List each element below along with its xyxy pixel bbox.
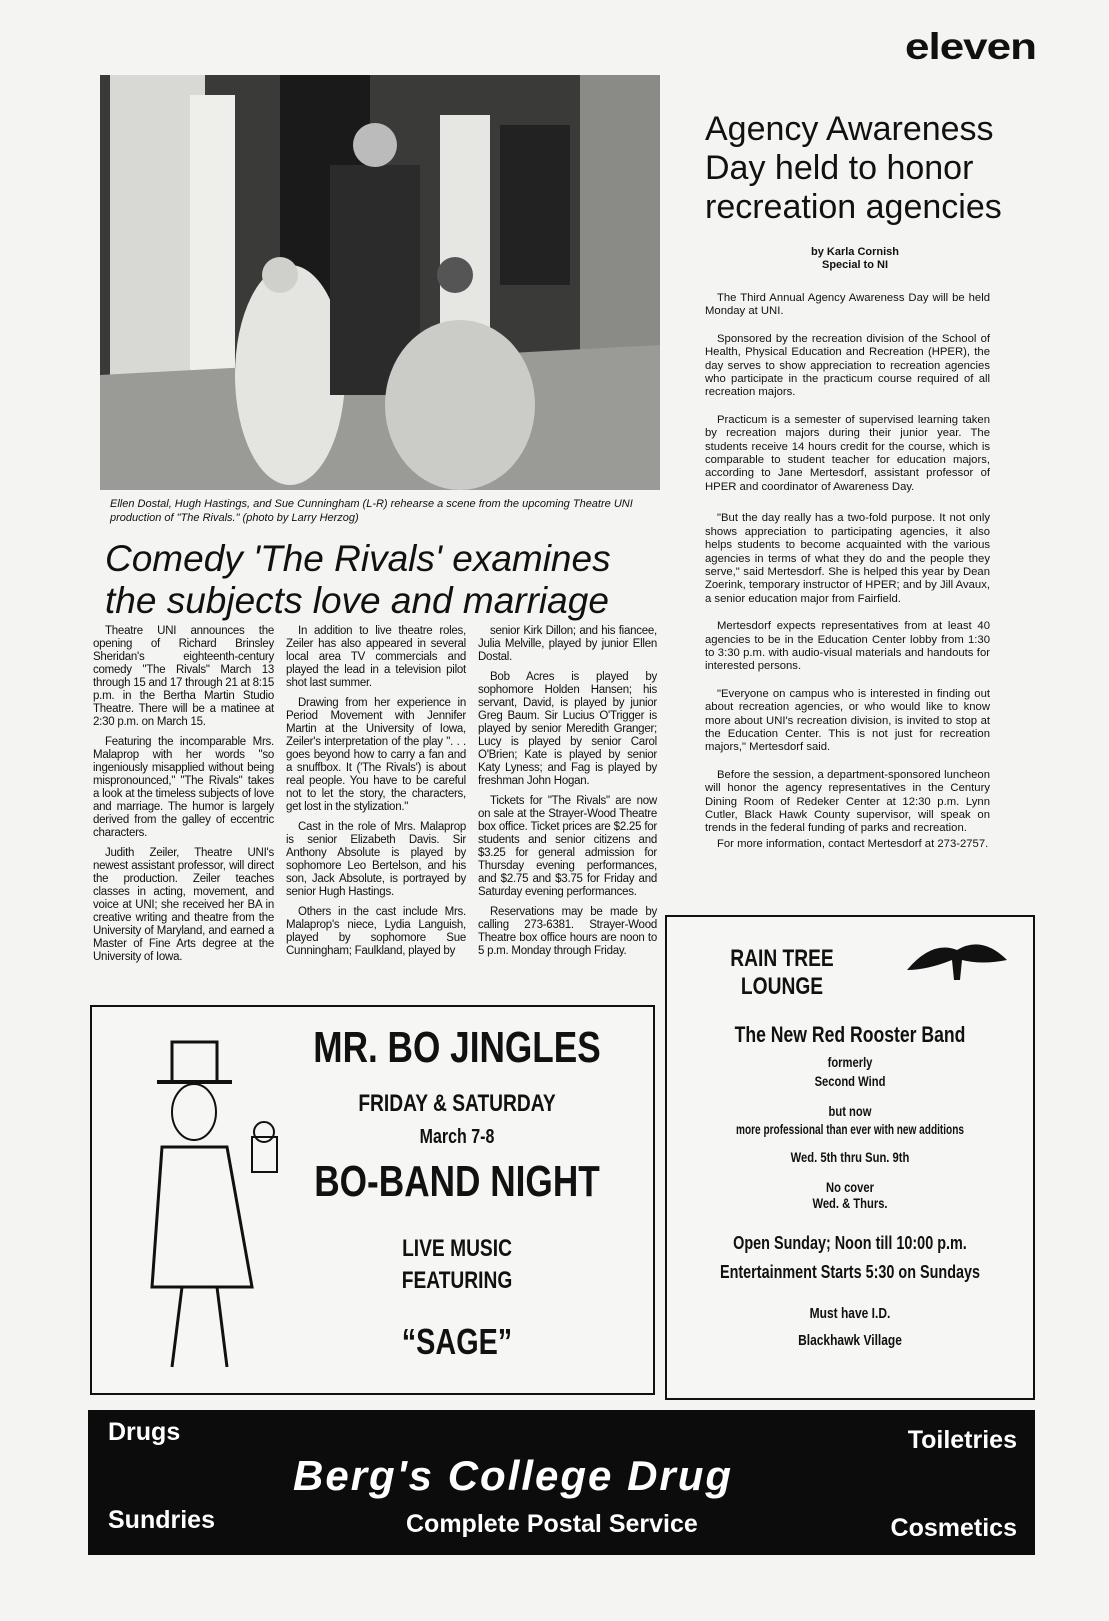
byline-affiliation: Special to NI	[821, 259, 889, 271]
paragraph: Theatre UNI announces the opening of Richard Brinsley Sheridan's eighteenth-century comedy "The Rivals" March 13 through 15 and 17 through 21 at 8:15 p.m. in the Bertha Martin Studio Theatre. There will be a matinee at 2:30 p.m. on March 15.	[93, 625, 274, 728]
lounge-entertainment: Entertainment Starts 5:30 on Sundays	[719, 1262, 981, 1282]
ad-live-music: LIVE MUSIC	[402, 1235, 512, 1262]
paragraph: Featuring the incomparable Mrs. Malaprop with her words "so ingeniously misapplied without being mispronounced," "The Rivals" takes a look at the timeless subjects of love and marriage. The humor is largely derived from the galley of eccentric characters.	[93, 736, 274, 839]
lounge-cover-days: Wed. & Thurs.	[812, 1195, 888, 1211]
paragraph: Bob Acres is played by sophomore Holden Hansen; his servant, David, is played by junior Greg Baum. Sir Lucius O'Trigger is played by senior Meredith Granger; Lucy is played by senior Carol O'Brien; Kate is played by senior Katy Lyness; and Fag is played by freshman John Hogan.	[478, 671, 657, 787]
paragraph: The Third Annual Agency Awareness Day will be held Monday at UNI.	[705, 292, 990, 318]
photo-caption: Ellen Dostal, Hugh Hastings, and Sue Cunningham (L-R) rehearse a scene from the upcoming Theatre UNI production of "The Rivals." (photo by Larry Herzog)	[110, 498, 633, 524]
ad-dates: March 7-8	[419, 1126, 495, 1148]
lounge-dates: Wed. 5th thru Sun. 9th	[790, 1149, 910, 1165]
paragraph: For more information, contact Mertesdorf at 273-2757.	[717, 837, 989, 850]
lounge-id-required: Must have I.D.	[809, 1305, 891, 1322]
lounge-cover: No cover	[826, 1179, 874, 1195]
lounge-sunday-hours: Open Sunday; Noon till 10:00 p.m.	[733, 1233, 967, 1253]
paragraph: Judith Zeiler, Theatre UNI's newest assistant professor, will direct the production. Zeiler teaches classes in acting, movement, and voice at UNI; she received her BA in creative writing and theatre from the University of Maryland, and earned a Master of Fine Arts degree at the University of Iowa.	[93, 847, 274, 963]
paragraph: Before the session, a department-sponsored luncheon will honor the agency representatives in the Century Dining Room of Redeker Center at 12:30 p.m. Lynn Cutler, Black Hawk County supervisor, will speak on trends in the federal funding of parks and recreation.	[705, 768, 990, 835]
ad-title: MR. BO JINGLES	[313, 1023, 601, 1072]
ad-toiletries: Toiletries	[907, 1426, 1017, 1454]
ad-days: FRIDAY & SATURDAY	[358, 1090, 556, 1117]
lounge-band: The New Red Rooster Band	[734, 1022, 966, 1047]
ad-event: BO-BAND NIGHT	[314, 1157, 600, 1206]
ad-band: “SAGE”	[401, 1321, 513, 1362]
ad-sundries: Sundries	[108, 1506, 215, 1534]
byline	[720, 246, 990, 272]
agency-article-body	[705, 292, 990, 861]
page-folio: eleven	[905, 25, 1036, 68]
rivals-column-3	[478, 625, 657, 965]
rain-tree-lounge-ad	[665, 915, 1035, 1400]
ad-drugs: Drugs	[108, 1418, 181, 1446]
rivals-headline: Comedy 'The Rivals' examines the subjects love and marriage	[105, 538, 611, 621]
rehearsal-photo-illustration	[100, 75, 660, 490]
paragraph: Drawing from her experience in Period Movement with Jennifer Martin at the University of Iowa, Zeiler's interpretation of the play ". . . goes beyond how to carry a fan and a snuffbox. It ('The Rivals') is about real people. You have to be careful not to let the story, the characters, get lost in the stylization."	[286, 697, 466, 813]
tree-logo-icon	[902, 935, 1012, 985]
paragraph: Tickets for "The Rivals" are now on sale at the Strayer-Wood Theatre box office. Ticket prices are $2.25 for students and senior citizens and $3.25 for general admission for Thursday evening performances, and $2.75 and $3.75 for Friday and Saturday evening performances.	[478, 795, 657, 898]
paragraph: senior Kirk Dillon; and his fiancee, Julia Melville, played by junior Ellen Dostal.	[478, 625, 657, 663]
ad-store-name: Berg's College Drug	[293, 1452, 734, 1499]
ad-featuring: FEATURING	[401, 1267, 513, 1294]
bergs-college-drug-ad	[88, 1410, 1035, 1555]
paragraph: Cast in the role of Mrs. Malaprop is senior Elizabeth Davis. Sir Anthony Absolute is played by sophomore Leo Bertelson, and his son, Jack Absolute, is portrayed by senior Hugh Hastings.	[286, 821, 466, 898]
bo-jingles-ad	[90, 1005, 655, 1395]
lounge-location: Blackhawk Village	[798, 1332, 902, 1349]
paragraph: Others in the cast include Mrs. Malaprop's niece, Lydia Languish, played by sophomore Sue Cunningham; Faulkland, played by	[286, 906, 466, 957]
paragraph: "Everyone on campus who is interested in finding out about recreation agencies, or who would like to know more about UNI's recreation division, is invited to stop at the Education Center. This is not just for recreation majors," Mertesdorf said.	[705, 687, 990, 754]
paragraph: Reservations may be made by calling 273-6381. Strayer-Wood Theatre box office hours are noon to 5 p.m. Monday through Friday.	[478, 906, 657, 957]
paragraph: In addition to live theatre roles, Zeiler has also appeared in several local area TV commercials and played the lead in a television pilot shot last summer.	[286, 625, 466, 689]
paragraph: Sponsored by the recreation division of the School of Health, Physical Education and Recreation (HPER), the day serves to show appreciation to recreation agencies who participate in the practicum course required of all recreation majors.	[705, 332, 990, 399]
paragraph: "But the day really has a two-fold purpose. It not only shows appreciation to participating agencies, it also helps students to become acquainted with the various agencies in terms of what they do and the people they serve," said Mertesdorf. She is helped this year by Dean Zoerink, temporary instructor of HPER; and by Jill Avaux, a senior education major from Fairfield.	[705, 512, 990, 605]
paragraph: Mertesdorf expects representatives from at least 40 agencies to be in the Education Center lobby from 1:30 to 3:30 p.m. with audio-visual materials and handouts for interested persons.	[705, 620, 990, 673]
ad-cosmetics: Cosmetics	[890, 1514, 1017, 1542]
lounge-former-name: Second Wind	[814, 1073, 886, 1089]
lounge-formerly: formerly	[827, 1054, 873, 1070]
agency-headline: Agency Awareness Day held to honor recreation agencies	[705, 110, 1002, 226]
ad-postal-service: Complete Postal Service	[406, 1510, 698, 1538]
theatre-photo	[100, 75, 660, 490]
rivals-column-2	[286, 625, 466, 965]
lounge-title: RAIN TREE LOUNGE	[730, 945, 834, 1000]
rivals-column-1	[93, 625, 274, 971]
lounge-tagline: more professional than ever with new additions	[736, 1121, 964, 1137]
paragraph: Practicum is a semester of supervised learning taken by recreation majors during their junior year. The students receive 14 hours credit for the course, which is comparable to student teacher for education majors, according to Jane Mertesdorf, assistant professor of HPER and coordinator of Awareness Day.	[705, 413, 990, 493]
byline-author: by Karla Cornish	[810, 246, 900, 258]
lounge-but-now: but now	[828, 1103, 872, 1119]
